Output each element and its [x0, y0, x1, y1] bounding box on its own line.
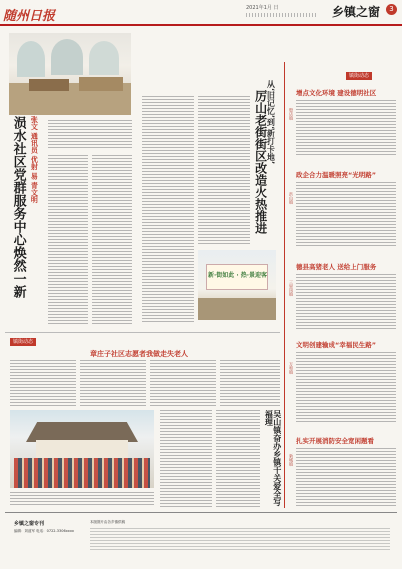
town-label-2: 洪山镇 [289, 192, 294, 204]
feature2-photo [198, 250, 276, 320]
feature-byline: 张文 通讯员 优射 易 青文明 [30, 116, 39, 203]
right-headline-5: 扎实开展消防安全宽闲题看 [296, 437, 374, 445]
right-headline-4: 文明创建输成“幸福民生路” [296, 341, 377, 349]
feature2-sign: 新·街如此 · 热·景迎客 [208, 272, 268, 279]
town-label-3: 三里岗镇 [289, 280, 294, 296]
feature-photo [9, 33, 131, 115]
center-body-2 [198, 96, 250, 246]
masthead-date: 2021年1月 日 [246, 5, 279, 11]
group-photo-caption [10, 492, 154, 506]
feature-body-2 [92, 155, 132, 325]
footer-dept: 乡镇之窗专刊 [14, 521, 45, 527]
town-label-5: 新城镇 [289, 454, 294, 466]
feature2-kicker: 从‘旧记忆’到‘新打卡地’ [266, 80, 276, 165]
town-label-1: 殷店镇 [289, 108, 294, 120]
page-number: 3 [386, 4, 397, 15]
section-tag-right: 镇街动态 [346, 72, 372, 80]
center-body-1 [142, 96, 194, 324]
right-headline-1: 增点文化环境 建设德明社区 [296, 89, 377, 97]
bottom-left-headline: 章庄子社区志愿者我做走失老人 [90, 350, 188, 358]
vertical-bottom-title: 吴山镇奋办乡镇干关爱全写福理 [264, 410, 282, 506]
page-name: 乡镇之窗 [332, 5, 381, 19]
section-tag-left: 镇街动态 [10, 338, 36, 346]
right-headline-2: 政企合力温暖照亮“光明路” [296, 171, 377, 179]
footer-editor: 编辑：刘道军 电话：0722-3306xxxx [14, 529, 74, 533]
feature2-title: 厉山老街街区改造火热推进 [253, 90, 268, 234]
feature-title: 涢水社区党群服务中心焕然一新 [10, 116, 26, 298]
footer-note: 本版图片由各乡镇供稿 [90, 520, 125, 524]
group-photo [10, 410, 154, 488]
right-headline-3: 德县高猪老人 送给上门服务 [296, 263, 377, 271]
town-label-4: 万和镇 [289, 362, 294, 374]
masthead-title: 随州日报 [3, 9, 56, 24]
feature-body-1 [48, 155, 88, 325]
